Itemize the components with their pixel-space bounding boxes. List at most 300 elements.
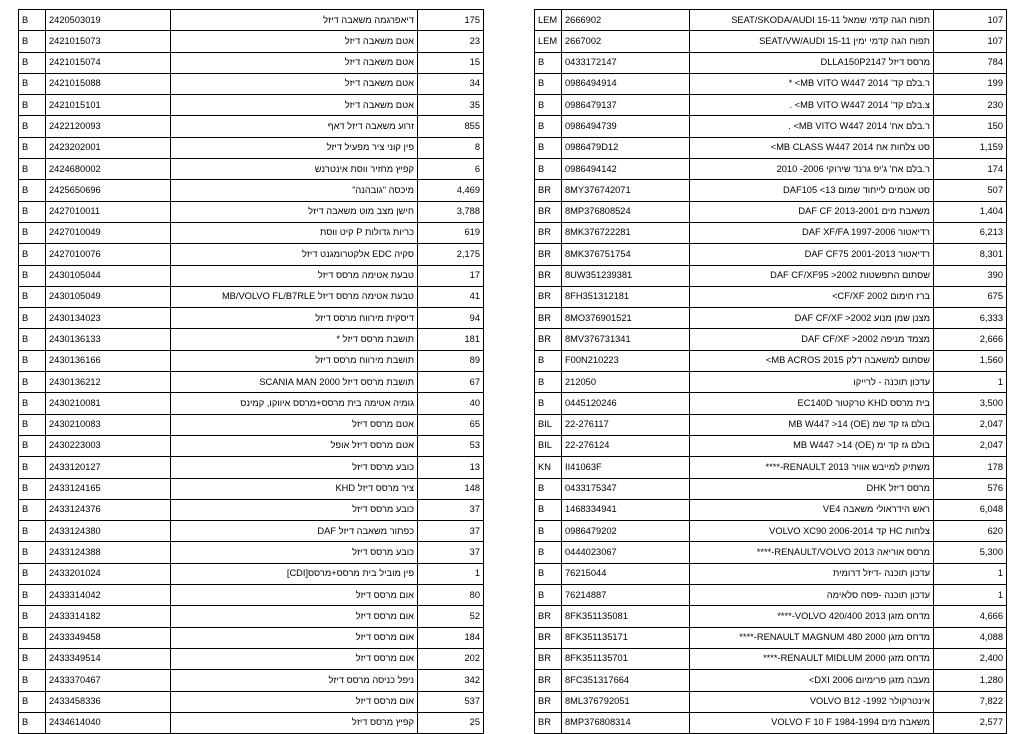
table-row	[19, 350, 484, 371]
description-cell: גומיה אטימה בית מרסס+מרסס איווקו, קמינס	[171, 393, 418, 414]
supplier-code-cell: B	[19, 499, 46, 520]
supplier-code-cell: BR	[535, 691, 562, 712]
part-number-cell: 2430105044	[46, 265, 171, 286]
table-row	[535, 180, 1007, 201]
supplier-code-cell: B	[535, 521, 562, 542]
description-cell: תושבת מירווח מרסס דיזל	[171, 350, 418, 371]
part-number-cell: 2427010076	[46, 244, 171, 265]
table-row	[535, 244, 1007, 265]
table-row	[535, 414, 1007, 435]
description-cell: ר.בלם אח' ג'יפ גרנד שירוקי 2006- 2010	[690, 159, 934, 180]
quantity-cell: 41	[418, 286, 484, 307]
supplier-code-cell: B	[19, 563, 46, 584]
part-number-cell: 2433201024	[46, 563, 171, 584]
supplier-code-cell: B	[19, 308, 46, 329]
supplier-code-cell: BR	[535, 286, 562, 307]
table-row	[19, 457, 484, 478]
table-row	[19, 435, 484, 456]
quantity-cell: 35	[418, 95, 484, 116]
quantity-cell: 67	[418, 372, 484, 393]
table-row	[535, 350, 1007, 371]
table-row	[19, 627, 484, 648]
supplier-code-cell: B	[19, 627, 46, 648]
quantity-cell: 4,088	[934, 627, 1007, 648]
quantity-cell: 37	[418, 499, 484, 520]
description-cell: כפתור משאבה דיזל DAF	[171, 521, 418, 542]
table-row	[535, 222, 1007, 243]
quantity-cell: 784	[934, 52, 1007, 73]
table-row	[535, 627, 1007, 648]
table-row	[19, 372, 484, 393]
description-cell: כובע מרסס דיזל	[171, 542, 418, 563]
quantity-cell: 2,047	[934, 414, 1007, 435]
table-row	[535, 435, 1007, 456]
part-number-cell: 0444023067	[562, 542, 690, 563]
part-number-cell: 2430210081	[46, 393, 171, 414]
description-cell: תפוח הגה קדמי שמאל SEAT/SKODA/AUDI 15-11	[690, 10, 934, 31]
quantity-cell: 150	[934, 116, 1007, 137]
description-cell: טבעת אטימה מרסס דיזל MB/VOLVO FL/B7RLE	[171, 286, 418, 307]
quantity-cell: 537	[418, 691, 484, 712]
quantity-cell: 40	[418, 393, 484, 414]
description-cell: אום מרסס דיזל	[171, 691, 418, 712]
description-cell: קפיץ מחזיר ווסת אינטרנש	[171, 159, 418, 180]
part-number-cell: 2430136133	[46, 329, 171, 350]
supplier-code-cell: B	[19, 542, 46, 563]
supplier-code-cell: B	[19, 457, 46, 478]
quantity-cell: 174	[934, 159, 1007, 180]
quantity-cell: 181	[418, 329, 484, 350]
supplier-code-cell: BIL	[535, 435, 562, 456]
supplier-code-cell: BR	[535, 648, 562, 669]
table-row	[19, 286, 484, 307]
table-row	[19, 265, 484, 286]
description-cell: ר.בלם אח' 2014 MB VITO W447> .	[690, 116, 934, 137]
supplier-code-cell: B	[19, 478, 46, 499]
description-cell: מדחס מזגן VOLVO 420/400 2013-****	[690, 606, 934, 627]
quantity-cell: 1,280	[934, 670, 1007, 691]
supplier-code-cell: BR	[535, 201, 562, 222]
supplier-code-cell: B	[19, 159, 46, 180]
table-row	[19, 222, 484, 243]
quantity-cell: 37	[418, 521, 484, 542]
description-cell: עדכון תוכנה -דיזל דרומית	[690, 563, 934, 584]
part-number-cell: 2433370467	[46, 670, 171, 691]
supplier-code-cell: B	[19, 31, 46, 52]
description-cell: בית מרסס KHD טרקטור EC140D	[690, 393, 934, 414]
part-number-cell: 2434614040	[46, 712, 171, 733]
description-cell: כריות גדולות P קיט ווסת	[171, 222, 418, 243]
description-cell: כובע מרסס דיזל	[171, 457, 418, 478]
supplier-code-cell: B	[19, 73, 46, 94]
description-cell: פין מוביל בית מרסס+מרסס[CDI]	[171, 563, 418, 584]
table-row	[535, 670, 1007, 691]
part-number-cell: 2423202001	[46, 137, 171, 158]
part-number-cell: 2433124380	[46, 521, 171, 542]
part-number-cell: 2430105049	[46, 286, 171, 307]
right-table-body	[535, 10, 1007, 734]
part-number-cell: 0986479D12	[562, 137, 690, 158]
table-row	[19, 329, 484, 350]
supplier-code-cell: BR	[535, 670, 562, 691]
table-row	[19, 563, 484, 584]
part-number-cell: 2433124388	[46, 542, 171, 563]
table-row	[535, 116, 1007, 137]
part-number-cell: 8MP376808524	[562, 201, 690, 222]
quantity-cell: 2,175	[418, 244, 484, 265]
supplier-code-cell: B	[19, 244, 46, 265]
supplier-code-cell: B	[19, 670, 46, 691]
table-row	[535, 137, 1007, 158]
description-cell: מיכסה "גובהנה"	[171, 180, 418, 201]
supplier-code-cell: B	[535, 372, 562, 393]
description-cell: אום מרסס דיזל	[171, 627, 418, 648]
quantity-cell: 4,666	[934, 606, 1007, 627]
supplier-code-cell: B	[535, 137, 562, 158]
quantity-cell: 390	[934, 265, 1007, 286]
part-number-cell: 2430210083	[46, 414, 171, 435]
supplier-code-cell: BIL	[535, 414, 562, 435]
quantity-cell: 1	[934, 372, 1007, 393]
description-cell: רדיאטור DAF XF/FA 1997-2006	[690, 222, 934, 243]
supplier-code-cell: B	[19, 606, 46, 627]
description-cell: מרסס דיזל DLLA150P2147	[690, 52, 934, 73]
description-cell: ברז חימום 2002 CF/XF>	[690, 286, 934, 307]
table-row	[19, 201, 484, 222]
quantity-cell: 13	[418, 457, 484, 478]
part-number-cell: 8MK376722281	[562, 222, 690, 243]
part-number-cell: 2433349458	[46, 627, 171, 648]
supplier-code-cell: B	[535, 350, 562, 371]
table-row	[535, 712, 1007, 733]
supplier-code-cell: B	[535, 542, 562, 563]
quantity-cell: 23	[418, 31, 484, 52]
table-row	[19, 116, 484, 137]
quantity-cell: 65	[418, 414, 484, 435]
description-cell: אטם משאבה דיזל	[171, 73, 418, 94]
left-table-body	[19, 10, 484, 734]
part-number-cell: 2427010049	[46, 222, 171, 243]
quantity-cell: 8,301	[934, 244, 1007, 265]
supplier-code-cell: BR	[535, 712, 562, 733]
part-number-cell: 76215044	[562, 563, 690, 584]
description-cell: בולם גז קד שמ MB W447 >14 (OE)	[690, 414, 934, 435]
description-cell: משתיק למייבש אוויר RENAULT 2013-****	[690, 457, 934, 478]
part-number-cell: 2421015074	[46, 52, 171, 73]
table-row	[19, 414, 484, 435]
table-row	[535, 329, 1007, 350]
table-row	[535, 372, 1007, 393]
supplier-code-cell: KN	[535, 457, 562, 478]
part-number-cell: 0433172147	[562, 52, 690, 73]
supplier-code-cell: BR	[535, 329, 562, 350]
description-cell: אטם משאבה דיזל	[171, 31, 418, 52]
supplier-code-cell: B	[19, 52, 46, 73]
supplier-code-cell: B	[535, 563, 562, 584]
part-number-cell: 2430134023	[46, 308, 171, 329]
description-cell: מרסס אוריאה RENAULT/VOLVO 2013-****	[690, 542, 934, 563]
quantity-cell: 184	[418, 627, 484, 648]
supplier-code-cell: B	[535, 52, 562, 73]
quantity-cell: 175	[418, 10, 484, 31]
part-number-cell: 8FK351135701	[562, 648, 690, 669]
quantity-cell: 507	[934, 180, 1007, 201]
part-number-cell: 76214887	[562, 585, 690, 606]
description-cell: קפיץ מרסס דיזל	[171, 712, 418, 733]
part-number-cell: 2422120093	[46, 116, 171, 137]
description-cell: אטם משאבה דיזל	[171, 95, 418, 116]
left-parts-table	[18, 9, 484, 734]
part-number-cell: 0986479202	[562, 521, 690, 542]
quantity-cell: 675	[934, 286, 1007, 307]
table-row	[535, 52, 1007, 73]
table-row	[535, 499, 1007, 520]
description-cell: דיסקית מירווח מרסס דיזל	[171, 308, 418, 329]
part-number-cell: 8MO376901521	[562, 308, 690, 329]
quantity-cell: 89	[418, 350, 484, 371]
supplier-code-cell: B	[535, 73, 562, 94]
supplier-code-cell: B	[19, 648, 46, 669]
description-cell: אטם מרסס דיזל	[171, 414, 418, 435]
table-row	[19, 542, 484, 563]
description-cell: עדכון תוכנה - לרייקו	[690, 372, 934, 393]
supplier-code-cell: B	[535, 159, 562, 180]
supplier-code-cell: B	[19, 286, 46, 307]
part-number-cell: 2425650696	[46, 180, 171, 201]
table-row	[535, 201, 1007, 222]
table-row	[535, 393, 1007, 414]
part-number-cell: 0445120246	[562, 393, 690, 414]
quantity-cell: 6,213	[934, 222, 1007, 243]
quantity-cell: 52	[418, 606, 484, 627]
table-row	[19, 95, 484, 116]
supplier-code-cell: LEM	[535, 31, 562, 52]
supplier-code-cell: BR	[535, 244, 562, 265]
description-cell: פין קוני ציר מפעיל דיזל	[171, 137, 418, 158]
quantity-cell: 6,333	[934, 308, 1007, 329]
quantity-cell: 4,469	[418, 180, 484, 201]
part-number-cell: 2430223003	[46, 435, 171, 456]
part-number-cell: 2420503019	[46, 10, 171, 31]
part-number-cell: 2430136212	[46, 372, 171, 393]
description-cell: ציר מרסס דיזל KHD	[171, 478, 418, 499]
description-cell: ניפל כניסה מרסס דיזל	[171, 670, 418, 691]
supplier-code-cell: BR	[535, 627, 562, 648]
table-row	[535, 457, 1007, 478]
part-number-cell: 2433314042	[46, 585, 171, 606]
table-row	[535, 95, 1007, 116]
supplier-code-cell: B	[19, 393, 46, 414]
description-cell: מצמד מניפה DAF CF/XF >2002	[690, 329, 934, 350]
quantity-cell: 1,159	[934, 137, 1007, 158]
quantity-cell: 6,048	[934, 499, 1007, 520]
part-number-cell: 2421015101	[46, 95, 171, 116]
quantity-cell: 37	[418, 542, 484, 563]
quantity-cell: 1,404	[934, 201, 1007, 222]
quantity-cell: 178	[934, 457, 1007, 478]
description-cell: סט אטמים לייחוד שמום 13> DAF105	[690, 180, 934, 201]
description-cell: תושבת מרסס דיזל SCANIA MAN 2000	[171, 372, 418, 393]
description-cell: מעבה מזגן פרימיום 2006 DXI>	[690, 670, 934, 691]
part-number-cell: 2666902	[562, 10, 690, 31]
table-row	[19, 478, 484, 499]
description-cell: זרוע משאבה דיזל דאף	[171, 116, 418, 137]
quantity-cell: 199	[934, 73, 1007, 94]
table-row	[19, 180, 484, 201]
quantity-cell: 107	[934, 10, 1007, 31]
description-cell: צ.בלם קד' 2014 MB VITO W447> .	[690, 95, 934, 116]
table-row	[19, 691, 484, 712]
supplier-code-cell: B	[19, 329, 46, 350]
part-number-cell: 8MY376742071	[562, 180, 690, 201]
quantity-cell: 855	[418, 116, 484, 137]
description-cell: מצנן שמן מנוע DAF CF/XF >2002	[690, 308, 934, 329]
supplier-code-cell: B	[19, 180, 46, 201]
supplier-code-cell: B	[535, 95, 562, 116]
part-number-cell: 0986494142	[562, 159, 690, 180]
table-row	[535, 308, 1007, 329]
part-number-cell: 0986494739	[562, 116, 690, 137]
supplier-code-cell: B	[535, 585, 562, 606]
quantity-cell: 342	[418, 670, 484, 691]
supplier-code-cell: B	[19, 350, 46, 371]
supplier-code-cell: BR	[535, 222, 562, 243]
part-number-cell: 0986479137	[562, 95, 690, 116]
description-cell: אום מרסס דיזל	[171, 606, 418, 627]
quantity-cell: 2,577	[934, 712, 1007, 733]
part-number-cell: 22-276124	[562, 435, 690, 456]
quantity-cell: 2,666	[934, 329, 1007, 350]
right-parts-table	[534, 9, 1007, 734]
supplier-code-cell: LEM	[535, 10, 562, 31]
table-row	[19, 308, 484, 329]
part-number-cell: 8FK351135171	[562, 627, 690, 648]
supplier-code-cell: B	[19, 137, 46, 158]
part-number-cell: 8MP376808314	[562, 712, 690, 733]
supplier-code-cell: BR	[535, 265, 562, 286]
part-number-cell: 0433175347	[562, 478, 690, 499]
part-number-cell: 0986494914	[562, 73, 690, 94]
part-number-cell: 2667002	[562, 31, 690, 52]
part-number-cell: 2430136166	[46, 350, 171, 371]
description-cell: טבעת אטימה מרסס דיזל	[171, 265, 418, 286]
table-row	[19, 712, 484, 733]
description-cell: תפוח הגה קדמי ימין SEAT/VW/AUDI 15-11	[690, 31, 934, 52]
supplier-code-cell: B	[535, 393, 562, 414]
part-number-cell: 2433120127	[46, 457, 171, 478]
supplier-code-cell: B	[19, 116, 46, 137]
table-row	[19, 606, 484, 627]
part-number-cell: 2424680002	[46, 159, 171, 180]
quantity-cell: 53	[418, 435, 484, 456]
quantity-cell: 80	[418, 585, 484, 606]
table-row	[535, 10, 1007, 31]
part-number-cell: 2421015073	[46, 31, 171, 52]
supplier-code-cell: B	[19, 265, 46, 286]
table-row	[19, 393, 484, 414]
supplier-code-cell: B	[19, 95, 46, 116]
description-cell: כובע מרסס דיזל	[171, 499, 418, 520]
supplier-code-cell: B	[19, 201, 46, 222]
quantity-cell: 107	[934, 31, 1007, 52]
quantity-cell: 25	[418, 712, 484, 733]
table-row	[19, 137, 484, 158]
table-row	[19, 10, 484, 31]
description-cell: סט צלחות אח 2014 MB CLASS W447>	[690, 137, 934, 158]
table-row	[535, 31, 1007, 52]
quantity-cell: 15	[418, 52, 484, 73]
description-cell: בולם גז קד ימ MB W447 >14 (OE)	[690, 435, 934, 456]
description-cell: מדחס מזגן RENAULT MIDLUM 2000-****	[690, 648, 934, 669]
supplier-code-cell: B	[19, 585, 46, 606]
quantity-cell: 148	[418, 478, 484, 499]
supplier-code-cell: B	[19, 10, 46, 31]
description-cell: דיאפרגמה משאבה דיזל	[171, 10, 418, 31]
part-number-cell: 2421015088	[46, 73, 171, 94]
supplier-code-cell: BR	[535, 308, 562, 329]
part-number-cell: 212050	[562, 372, 690, 393]
description-cell: מדחס מזגן RENAULT MAGNUM 480 2000-****	[690, 627, 934, 648]
part-number-cell: 8MK376751754	[562, 244, 690, 265]
quantity-cell: 620	[934, 521, 1007, 542]
quantity-cell: 3,500	[934, 393, 1007, 414]
description-cell: אינטרקולר 1992- VOLVO B12	[690, 691, 934, 712]
description-cell: שסתום התפשטות DAF CF/XF95 >2002	[690, 265, 934, 286]
quantity-cell: 6	[418, 159, 484, 180]
supplier-code-cell: B	[19, 712, 46, 733]
supplier-code-cell: BR	[535, 606, 562, 627]
description-cell: תושבת מרסס דיזל *	[171, 329, 418, 350]
table-row	[535, 691, 1007, 712]
part-number-cell: 8FK351135081	[562, 606, 690, 627]
quantity-cell: 1,560	[934, 350, 1007, 371]
supplier-code-cell: B	[19, 372, 46, 393]
table-row	[19, 499, 484, 520]
table-row	[19, 159, 484, 180]
table-row	[535, 73, 1007, 94]
description-cell: אום מרסס דיזל	[171, 648, 418, 669]
part-number-cell: F00N210223	[562, 350, 690, 371]
part-number-cell: 2433314182	[46, 606, 171, 627]
table-row	[535, 265, 1007, 286]
part-number-cell: 8ML376792051	[562, 691, 690, 712]
table-row	[19, 244, 484, 265]
part-number-cell: 8MV376731341	[562, 329, 690, 350]
part-number-cell: 2433458336	[46, 691, 171, 712]
table-row	[535, 159, 1007, 180]
quantity-cell: 2,047	[934, 435, 1007, 456]
part-number-cell: 1468334941	[562, 499, 690, 520]
part-number-cell: 2433124376	[46, 499, 171, 520]
quantity-cell: 1	[934, 563, 1007, 584]
quantity-cell: 17	[418, 265, 484, 286]
table-row	[535, 542, 1007, 563]
quantity-cell: 8	[418, 137, 484, 158]
table-row	[19, 73, 484, 94]
quantity-cell: 230	[934, 95, 1007, 116]
description-cell: רדיאטור DAF CF75 2001-2013	[690, 244, 934, 265]
quantity-cell: 2,400	[934, 648, 1007, 669]
table-row	[535, 606, 1007, 627]
table-row	[535, 563, 1007, 584]
table-row	[19, 585, 484, 606]
quantity-cell: 34	[418, 73, 484, 94]
quantity-cell: 3,788	[418, 201, 484, 222]
part-number-cell: II41063F	[562, 457, 690, 478]
supplier-code-cell: B	[19, 222, 46, 243]
supplier-code-cell: B	[19, 414, 46, 435]
description-cell: משאבת מים DAF CF 2013-2001	[690, 201, 934, 222]
